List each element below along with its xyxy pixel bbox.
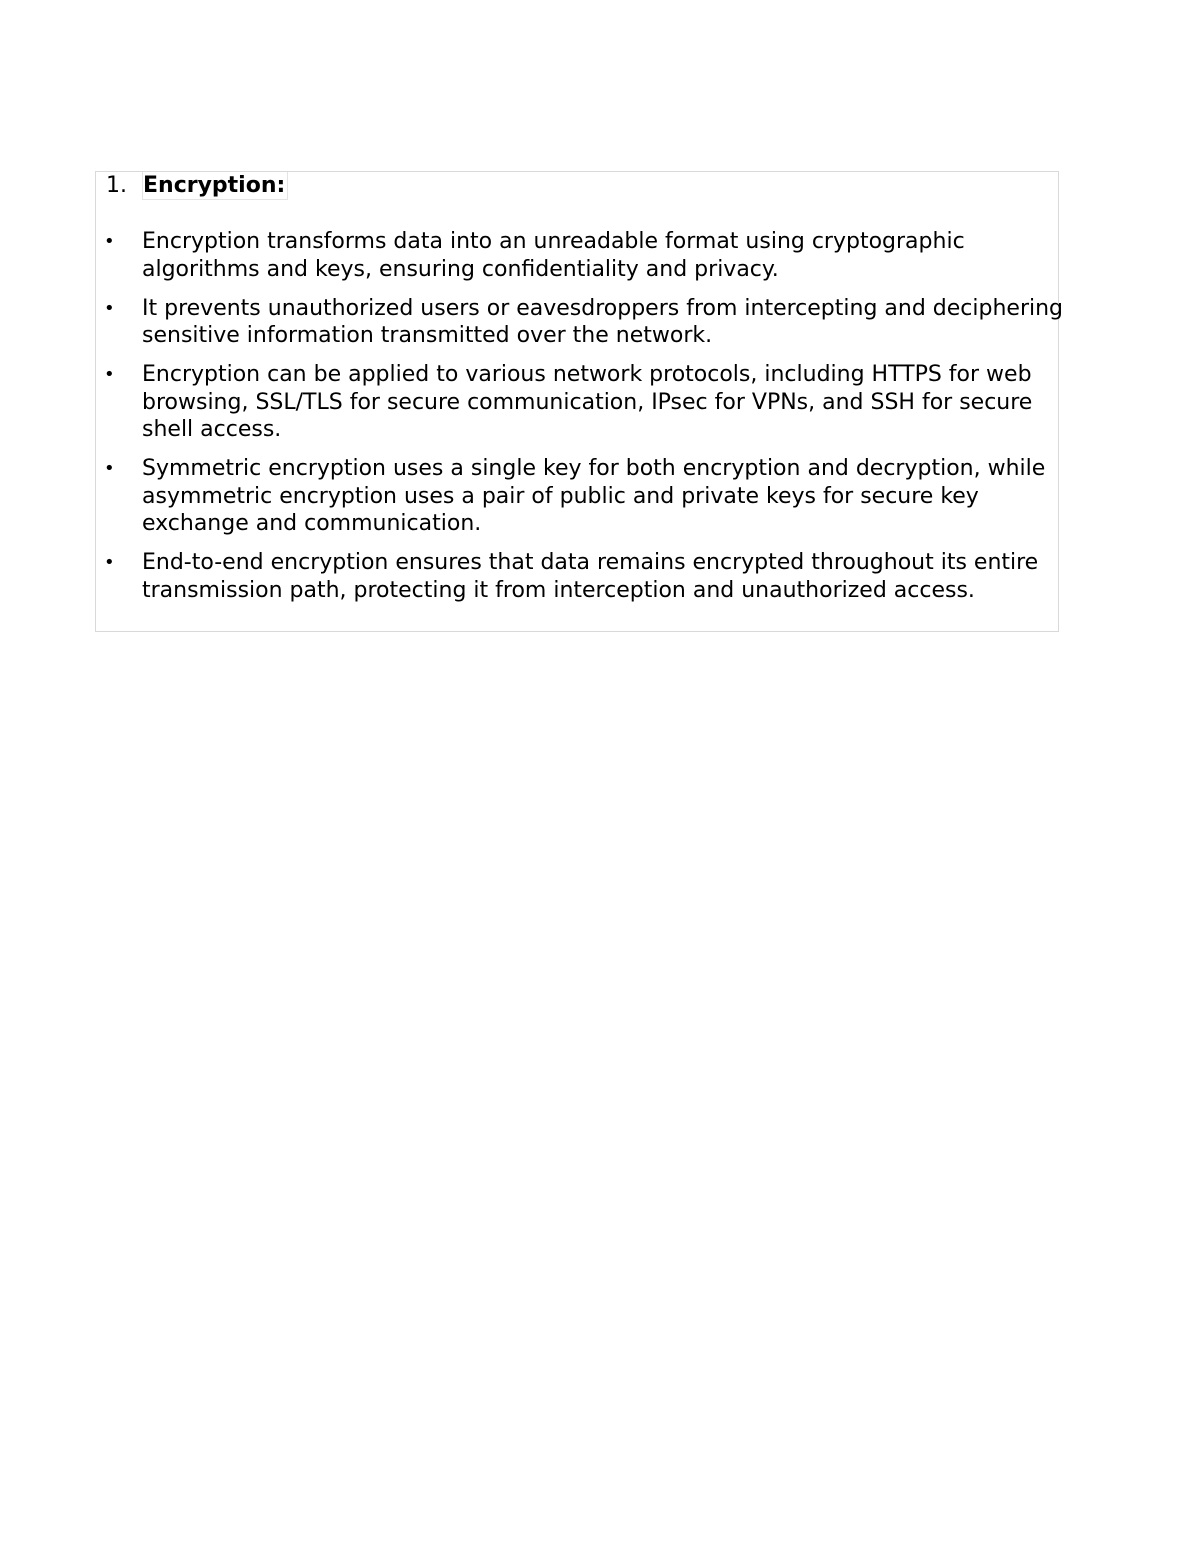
bullet-text: Encryption transforms data into an unreadable format using cryptographic algorithms and keys, ensuring confidentiality and privacy. (142, 229, 965, 282)
bullet-icon: • (104, 552, 115, 573)
list-item (101, 295, 1071, 350)
bullet-text: It prevents unauthorized users or eavesdroppers from intercepting and deciphering sensitive information transmitted over the network. (142, 295, 1064, 348)
bullet-icon: • (104, 364, 115, 385)
list-item (101, 228, 1071, 283)
bullet-icon: • (104, 297, 115, 319)
list-item (101, 455, 1071, 538)
list-item (101, 361, 1071, 444)
section-title: Encryption: (142, 172, 288, 200)
section-heading (106, 171, 288, 201)
bullet-text: End-to-end encryption ensures that data remains encrypted throughout its entire transmission path, protecting it from interception and unauthorized access. (142, 550, 1039, 603)
section-number: 1. (106, 173, 127, 198)
list-item (101, 549, 1071, 604)
bullet-icon: • (104, 458, 115, 479)
bullet-text: Encryption can be applied to various network protocols, including HTTPS for web browsing, SSL/TLS for secure communication, IPsec for VPNs, and SSH for secure shell access. (142, 362, 1033, 442)
bullet-text: Symmetric encryption uses a single key for both encryption and decryption, while asymmetric encryption uses a pair of public and private keys for secure key exchange and communication. (142, 456, 1046, 536)
bullet-icon: • (104, 231, 115, 252)
bullet-list (101, 228, 1071, 616)
